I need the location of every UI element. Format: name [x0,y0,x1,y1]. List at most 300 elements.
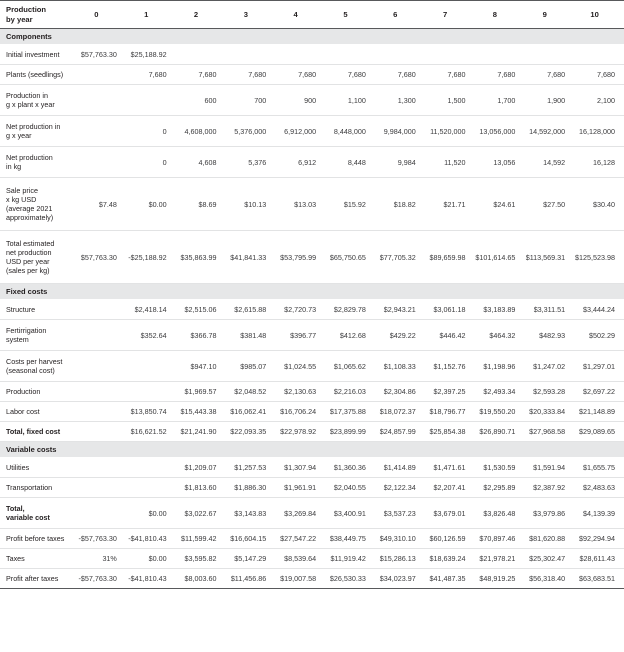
cell-year-0 [76,300,126,320]
cell-year-7: $2,207.41 [425,478,475,498]
cell-year-9: $1,591.94 [524,458,574,478]
table-row [0,422,624,442]
row-label [0,498,76,529]
row-label [0,300,76,320]
row-label-line: g x year [6,131,32,140]
cell-year-4: $13.03 [275,178,325,231]
row-label-line: approximately) [6,213,54,222]
cell-year-4: $53,795.99 [275,231,325,284]
cell-year-3: $5,147.29 [225,549,275,569]
cell-year-5: $17,375.88 [325,402,375,422]
table-row [0,549,624,569]
cell-year-3: $1,886.30 [225,478,275,498]
row-label-line: Utilities [6,463,30,472]
cell-year-9: $20,333.84 [524,402,574,422]
year-header-6: 6 [375,1,425,29]
year-header-4: 4 [275,1,325,29]
cell-year-6: $15,286.13 [375,549,425,569]
cell-year-8: $101,614.65 [475,231,525,284]
cell-year-2: $1,209.07 [176,458,226,478]
cell-year-1: -$25,188.92 [126,231,176,284]
cell-year-10: 7,680 [574,65,624,85]
cell-year-2: $2,515.06 [176,300,226,320]
cell-year-2: $8,003.60 [176,569,226,589]
cell-year-5: $1,065.62 [325,351,375,382]
cell-year-0 [76,498,126,529]
cell-year-0 [76,478,126,498]
row-label-line: Production in [6,91,48,100]
cell-year-9: $27.50 [524,178,574,231]
cell-year-0: $7.48 [76,178,126,231]
cell-year-5: $23,899.99 [325,422,375,442]
table-row [0,569,624,589]
cell-year-7: 11,520,000 [425,116,475,147]
cell-year-4: $8,539.64 [275,549,325,569]
row-label-line: variable cost [6,513,50,522]
cell-year-0 [76,458,126,478]
cell-year-1: 7,680 [126,65,176,85]
cell-year-0 [76,65,126,85]
cell-year-6: $3,537.23 [375,498,425,529]
row-label-line: Fertirrigation [6,326,47,335]
row-label [0,569,76,589]
cell-year-2: 4,608 [176,147,226,178]
section-title: Variable costs [0,442,624,458]
corner-header-cell [0,1,76,29]
cell-year-4: $27,547.22 [275,529,325,549]
cell-year-2: $11,599.42 [176,529,226,549]
section-header-row [0,442,624,458]
cell-year-5: $65,750.65 [325,231,375,284]
cell-year-9: 14,592,000 [524,116,574,147]
cell-year-4: $396.77 [275,320,325,351]
row-label [0,529,76,549]
row-label [0,549,76,569]
cell-year-6: $2,304.86 [375,382,425,402]
year-header-3: 3 [225,1,275,29]
cell-year-2: 7,680 [176,65,226,85]
table-row [0,65,624,85]
cell-year-7: $446.42 [425,320,475,351]
cell-year-10: $63,683.51 [574,569,624,589]
table-row [0,478,624,498]
cell-year-7: $18,796.77 [425,402,475,422]
cell-year-3: $985.07 [225,351,275,382]
table-row [0,147,624,178]
cell-year-8: $26,890.71 [475,422,525,442]
row-label-line: (sales per kg) [6,266,50,275]
row-label [0,147,76,178]
cell-year-4: 6,912,000 [275,116,325,147]
cell-year-7: $1,471.61 [425,458,475,478]
cell-year-1: $13,850.74 [126,402,176,422]
cell-year-0: -$57,763.30 [76,569,126,589]
cell-year-0 [76,116,126,147]
year-header-8: 8 [475,1,525,29]
cell-year-7: 11,520 [425,147,475,178]
cell-year-3 [225,45,275,65]
cell-year-5: $2,040.55 [325,478,375,498]
row-label [0,231,76,284]
cell-year-3: $16,604.15 [225,529,275,549]
cell-year-9: 1,900 [524,85,574,116]
year-header-1: 1 [126,1,176,29]
section-header-row [0,29,624,45]
cell-year-8: $2,493.34 [475,382,525,402]
year-header-0: 0 [76,1,126,29]
cell-year-10: $28,611.43 [574,549,624,569]
cell-year-8: $70,897.46 [475,529,525,549]
year-header-9: 9 [524,1,574,29]
cell-year-3: $2,615.88 [225,300,275,320]
section-title: Fixed costs [0,284,624,300]
cell-year-10: $21,148.89 [574,402,624,422]
row-label [0,382,76,402]
cell-year-5: $2,829.78 [325,300,375,320]
row-label [0,320,76,351]
section-header-row [0,284,624,300]
cell-year-8: 13,056,000 [475,116,525,147]
cell-year-9 [524,45,574,65]
row-label-line: net production [6,248,52,257]
cell-year-2: $8.69 [176,178,226,231]
cell-year-3: $41,841.33 [225,231,275,284]
cell-year-7 [425,45,475,65]
cell-year-7: $21.71 [425,178,475,231]
row-label-line: Transportation [6,483,53,492]
cell-year-6: $1,108.33 [375,351,425,382]
row-label-line: Production [6,387,41,396]
cell-year-8: $3,183.89 [475,300,525,320]
row-label-line: system [6,335,29,344]
row-label-line: Total, [6,504,25,513]
cell-year-4 [275,45,325,65]
row-label-line: (seasonal cost) [6,366,55,375]
cell-year-5: $11,919.42 [325,549,375,569]
row-label [0,422,76,442]
row-label-line: x kg USD [6,195,37,204]
cell-year-8: $19,550.20 [475,402,525,422]
cell-year-9: $3,311.51 [524,300,574,320]
cell-year-9: 14,592 [524,147,574,178]
cell-year-6: $18.82 [375,178,425,231]
cell-year-1: 0 [126,147,176,178]
table-row [0,300,624,320]
cell-year-3: 7,680 [225,65,275,85]
cell-year-5: 8,448,000 [325,116,375,147]
table-row [0,45,624,65]
table-row [0,498,624,529]
cell-year-6: $2,122.34 [375,478,425,498]
cell-year-10: 16,128 [574,147,624,178]
cell-year-9: $2,387.92 [524,478,574,498]
cell-year-10: $125,523.98 [574,231,624,284]
cell-year-0: 31% [76,549,126,569]
cell-year-6: $34,023.97 [375,569,425,589]
cell-year-8: $464.32 [475,320,525,351]
cell-year-3: $1,257.53 [225,458,275,478]
row-label-line: Structure [6,305,36,314]
cell-year-8: $1,198.96 [475,351,525,382]
cell-year-2: $21,241.90 [176,422,226,442]
corner-header-line-1: Production [6,5,47,15]
cell-year-1: 0 [126,116,176,147]
table-row [0,231,624,284]
cell-year-10: 2,100 [574,85,624,116]
cell-year-1: $16,621.52 [126,422,176,442]
cell-year-10: $1,297.01 [574,351,624,382]
table-row [0,85,624,116]
cell-year-1: -$41,810.43 [126,569,176,589]
cell-year-6: 7,680 [375,65,425,85]
cell-year-4: $2,720.73 [275,300,325,320]
cell-year-1: $0.00 [126,549,176,569]
cell-year-7: 1,500 [425,85,475,116]
row-label-line: USD per year [6,257,50,266]
cell-year-8: $21,978.21 [475,549,525,569]
row-label-line: (average 2021 [6,204,53,213]
cell-year-8 [475,45,525,65]
cell-year-10: $2,483.63 [574,478,624,498]
row-label [0,116,76,147]
year-header-7: 7 [425,1,475,29]
cell-year-6 [375,45,425,65]
row-label [0,85,76,116]
cell-year-10: $502.29 [574,320,624,351]
cell-year-10 [574,45,624,65]
cell-year-2: $3,022.67 [176,498,226,529]
cell-year-1: -$41,810.43 [126,529,176,549]
cell-year-7: $18,639.24 [425,549,475,569]
cell-year-5: $38,449.75 [325,529,375,549]
cell-year-3: $22,093.35 [225,422,275,442]
cell-year-4: $16,706.24 [275,402,325,422]
cell-year-1 [126,458,176,478]
cell-year-0: $57,763.30 [76,231,126,284]
table-row [0,178,624,231]
cell-year-8: 1,700 [475,85,525,116]
cell-year-5: $26,530.33 [325,569,375,589]
row-label-line: Net production in [6,122,61,131]
cell-year-1: $2,418.14 [126,300,176,320]
row-label-line: Taxes [6,554,25,563]
cell-year-2: $3,595.82 [176,549,226,569]
cell-year-3: $16,062.41 [225,402,275,422]
cell-year-0 [76,320,126,351]
table-header [0,1,624,29]
cell-year-0 [76,351,126,382]
cell-year-3: $10.13 [225,178,275,231]
row-label-line: Labor cost [6,407,40,416]
cell-year-2: $35,863.99 [176,231,226,284]
cell-year-6: 1,300 [375,85,425,116]
cell-year-0 [76,85,126,116]
cell-year-2: 4,608,000 [176,116,226,147]
cell-year-10: $30.40 [574,178,624,231]
cell-year-5: 7,680 [325,65,375,85]
cell-year-3: 5,376 [225,147,275,178]
cell-year-9: $81,620.88 [524,529,574,549]
cell-year-7: $41,487.35 [425,569,475,589]
cell-year-5 [325,45,375,65]
cell-year-9: $56,318.40 [524,569,574,589]
row-label [0,351,76,382]
cell-year-9: 7,680 [524,65,574,85]
cell-year-8: $24.61 [475,178,525,231]
cell-year-9: $2,593.28 [524,382,574,402]
cell-year-9: $27,968.58 [524,422,574,442]
cell-year-9: $113,569.31 [524,231,574,284]
cell-year-9: $482.93 [524,320,574,351]
cell-year-4: $22,978.92 [275,422,325,442]
cell-year-10: 16,128,000 [574,116,624,147]
cell-year-10: $2,697.22 [574,382,624,402]
cell-year-1: $352.64 [126,320,176,351]
cell-year-7: $3,679.01 [425,498,475,529]
row-label-line: in kg [6,162,22,171]
row-label-line: Costs per harvest [6,357,63,366]
table-row [0,402,624,422]
cell-year-0 [76,402,126,422]
cell-year-8: 13,056 [475,147,525,178]
cell-year-2 [176,45,226,65]
cell-year-5: $412.68 [325,320,375,351]
cell-year-6: $18,072.37 [375,402,425,422]
cell-year-1: $0.00 [126,498,176,529]
cell-year-3: 700 [225,85,275,116]
header-row [0,1,624,29]
row-label-line: Sale price [6,186,38,195]
row-label-line: Net production [6,153,53,162]
cell-year-4: $3,269.84 [275,498,325,529]
cell-year-0: -$57,763.30 [76,529,126,549]
row-label-line: Plants (seedlings) [6,70,64,79]
cell-year-2: $366.78 [176,320,226,351]
cell-year-1: $0.00 [126,178,176,231]
cell-year-1 [126,478,176,498]
cell-year-8: $2,295.89 [475,478,525,498]
cell-year-5: $1,360.36 [325,458,375,478]
cell-year-3: 5,376,000 [225,116,275,147]
cell-year-5: 1,100 [325,85,375,116]
row-label-line: Profit after taxes [6,574,59,583]
cell-year-8: $1,530.59 [475,458,525,478]
row-label [0,458,76,478]
cell-year-9: $3,979.86 [524,498,574,529]
cell-year-4: 6,912 [275,147,325,178]
cell-year-10: $1,655.75 [574,458,624,478]
row-label [0,65,76,85]
cell-year-4: $1,024.55 [275,351,325,382]
table-row [0,116,624,147]
cell-year-6: $2,943.21 [375,300,425,320]
row-label-line: Initial investment [6,50,60,59]
cell-year-7: $1,152.76 [425,351,475,382]
cell-year-6: 9,984,000 [375,116,425,147]
table-row [0,458,624,478]
cell-year-2: $947.10 [176,351,226,382]
cell-year-6: $77,705.32 [375,231,425,284]
row-label-line: g x plant x year [6,100,55,109]
cell-year-4: $1,961.91 [275,478,325,498]
cell-year-5: $2,216.03 [325,382,375,402]
cell-year-6: $24,857.99 [375,422,425,442]
row-label [0,178,76,231]
cell-year-3: $3,143.83 [225,498,275,529]
cell-year-1 [126,382,176,402]
cell-year-6: $429.22 [375,320,425,351]
row-label [0,478,76,498]
table-row [0,382,624,402]
cell-year-1 [126,85,176,116]
table-row [0,529,624,549]
row-label [0,45,76,65]
cell-year-7: $60,126.59 [425,529,475,549]
cell-year-8: 7,680 [475,65,525,85]
cell-year-0 [76,147,126,178]
cell-year-6: $49,310.10 [375,529,425,549]
corner-header-line-2: by year [6,14,33,24]
cell-year-10: $4,139.39 [574,498,624,529]
cell-year-0: $57,763.30 [76,45,126,65]
cell-year-4: 7,680 [275,65,325,85]
cell-year-2: $1,969.57 [176,382,226,402]
row-label-line: Total estimated [6,239,55,248]
cell-year-0 [76,382,126,402]
cell-year-10: $92,294.94 [574,529,624,549]
cell-year-1: $25,188.92 [126,45,176,65]
cell-year-7: $3,061.18 [425,300,475,320]
cell-year-2: $15,443.38 [176,402,226,422]
table-row [0,351,624,382]
cell-year-3: $381.48 [225,320,275,351]
year-header-5: 5 [325,1,375,29]
cell-year-7: 7,680 [425,65,475,85]
row-label-line: Total, fixed cost [6,427,61,436]
cell-year-8: $48,919.25 [475,569,525,589]
cell-year-3: $11,456.86 [225,569,275,589]
cell-year-9: $1,247.02 [524,351,574,382]
cell-year-7: $25,854.38 [425,422,475,442]
cell-year-5: $3,400.91 [325,498,375,529]
cell-year-5: $15.92 [325,178,375,231]
section-title: Components [0,29,624,45]
cell-year-8: $3,826.48 [475,498,525,529]
cell-year-2: $1,813.60 [176,478,226,498]
table-body [0,29,624,589]
cell-year-7: $2,397.25 [425,382,475,402]
cell-year-6: 9,984 [375,147,425,178]
year-header-2: 2 [176,1,226,29]
cell-year-4: 900 [275,85,325,116]
cell-year-1 [126,351,176,382]
cell-year-4: $19,007.58 [275,569,325,589]
cell-year-10: $3,444.24 [574,300,624,320]
cell-year-0 [76,422,126,442]
cell-year-4: $2,130.63 [275,382,325,402]
cell-year-3: $2,048.52 [225,382,275,402]
cell-year-9: $25,302.47 [524,549,574,569]
cell-year-10: $29,089.65 [574,422,624,442]
cell-year-4: $1,307.94 [275,458,325,478]
cell-year-2: 600 [176,85,226,116]
row-label-line: Profit before taxes [6,534,65,543]
table-row [0,320,624,351]
cell-year-5: 8,448 [325,147,375,178]
row-label [0,402,76,422]
year-header-10: 10 [574,1,624,29]
cell-year-6: $1,414.89 [375,458,425,478]
